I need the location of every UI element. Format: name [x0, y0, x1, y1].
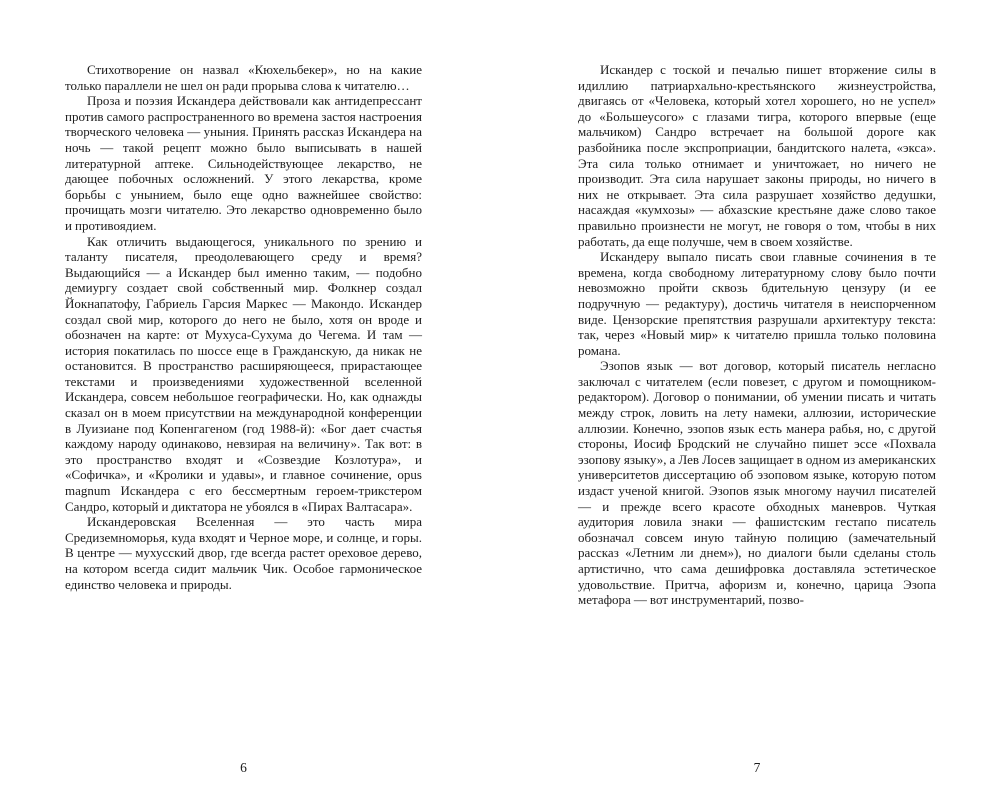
paragraph: Искандер с тоской и печалью пишет вторжение силы в идиллию патриархально-крестьянского жизнеустройства, двигаясь от «Человека, который хотел хорошего, но не успел» до «Большеусого» с глазами тигра, которого впервые (еще мальчиком) Сандро встречает на большой дороге как разбойника после экспроприации, бандитского налета, «экса». Эта сила только отнимает и уничтожает, но ничего не производит. Эта сила нарушает законы природы, но ничего в них не открывает. Эта сила разрушает хозяйство дедушки, насаждая «кумхозы» — абхазские крестьяне даже слово такое правильно произнести не могут, не говоря о том, чтобы в них работать, да еще получше, чем в своем хозяйстве. — [578, 62, 936, 249]
paragraph: Искандеровская Вселенная — это часть мира Средиземноморья, куда входят и Черное море, и солнце, и горы. В центре — мухусский двор, где всегда растет ореховое дерево, на котором всегда сидит мальчик Чик. Особое гармоническое единство человека и природы. — [65, 514, 422, 592]
paragraph: Проза и поэзия Искандера действовали как антидепрессант против самого распространенного во времена застоя настроения творческого человека — уныния. Принять рассказ Искандера на ночь — такой рецепт можно было выписывать в нашей литературной аптеке. Сильнодействующее лекарство, не дающее побочных осложнений. У этого лекарства, кроме борьбы с унынием, было еще одно важнейшее свойство: прочищать мозги читателю. Это лекарство одновременно было и противоядием. — [65, 93, 422, 233]
paragraph: Стихотворение он назвал «Кюхельбекер», но на какие только параллели не шел он ради прорыва слова к читателю… — [65, 62, 422, 93]
page-left-text — [65, 62, 422, 592]
page-number-right: 7 — [753, 760, 761, 775]
page-right-text — [578, 62, 936, 608]
paragraph: Как отличить выдающегося, уникального по зрению и таланту писателя, преодолевающего среду и время? Выдающийся — а Искандер был именно таким, — подобно демиургу создает свой собственный мир. Фолкнер создал Йокнапатофу, Габриель Гарсия Маркес — Макондо. Искандер создал свой мир, которого до него не было, хотя он вроде и обозначен на карте: от Мухуса-Сухума до Чегема. И там — история покатилась по шоссе еще в Гражданскую, да никак не остановится. В пространство расширяющееся, прирастающее текстами и произведениями художественной вселенной Искандера, совсем небольшое географически. Но, как однажды сказал он в моем присутствии на международной конференции в Луизиане под Копенгагеном (год 1988-й): «Бог дает счастья каждому народу одинаково, невзирая на величину». Так вот: в это пространство входят и «Созвездие Козлотура», и «Софичка», и «Кролики и удавы», и главное сочинение, opus magnum Искандера с его бессмертным героем-трикстером Сандро, который и диктатора не убоялся в «Пирах Валтасара». — [65, 233, 422, 514]
page-number-left: 6 — [240, 760, 247, 775]
paragraph: Искандеру выпало писать свои главные сочинения в те времена, когда свободному литературному слову было почти невозможно пройти сквозь бдительную цензуру (и ее подручную — редактуру), достичь читателя в неиспорченном виде. Цензорские препятствия разрушали архитектуру текста: так, через «Новый мир» к читателю пришла только половина романа. — [578, 249, 936, 358]
paragraph: Эзопов язык — вот договор, который писатель негласно заключал с читателем (если повезет, с другом и помощником-редактором). Договор о понимании, об умении писать и читать между строк, ловить на лету намеки, аллюзии, исторические аллюзии. Конечно, эзопов язык есть манера рабья, но, с другой стороны, Иосиф Бродский не случайно пишет эссе «Похвала эзопову языку», а Лев Лосев защищает в одном из американских университетов диссертацию об эзоповом языке, которую потом издаст ученой книгой. Эзопов язык многому научил писателей — и прежде всего красоте обходных маневров. Чуткая аудитория ловила знаки — фашистским гестапо писатель обозначал совсем иную тайную полицию (замечательный рассказ «Летним ли днем»), но диалоги были сделаны столь артистично, что сама дешифровка доставляла эстетическое удовольствие. Притча, афоризм и, конечно, царица Эзопа метафора — вот инструментарий, позво- — [578, 358, 936, 608]
